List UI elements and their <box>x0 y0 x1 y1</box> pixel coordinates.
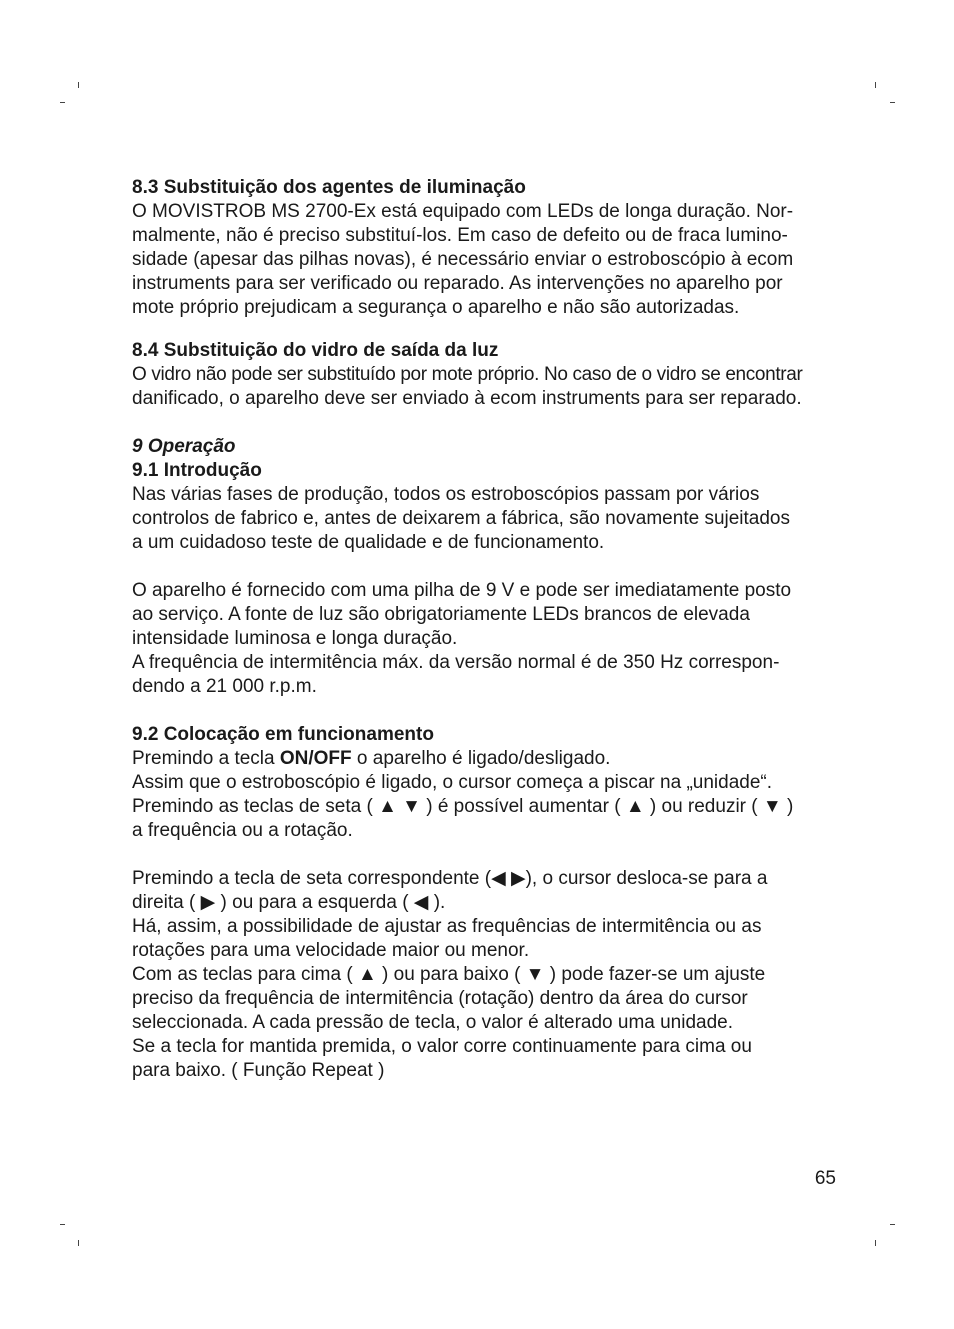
paragraph-8-4 <box>132 363 838 411</box>
heading-8-3: 8.3 Substituição dos agentes de iluminação <box>132 177 526 198</box>
text-line: O MOVISTROB MS 2700-Ex está equipado com LEDs de longa duração. Nor- <box>132 201 794 222</box>
spacer <box>132 699 838 723</box>
text-line: malmente, não é preciso substituí-los. Em caso de defeito ou de fraca lumino- <box>132 225 788 246</box>
spacer <box>132 320 838 339</box>
heading-8-4: 8.4 Substituição do vidro de saída da luz <box>132 340 499 361</box>
text-line: a um cuidadoso teste de qualidade e de funcionamento. <box>132 532 605 553</box>
crop-mark <box>60 1224 65 1225</box>
text-line: controlos de fabrico e, antes de deixarem a fábrica, são novamente sujeitados <box>132 508 790 529</box>
heading-9-1: 9.1 Introdução <box>132 460 262 481</box>
text-line: O vidro não pode ser substituído por mote próprio. No caso de o vidro se encontrar <box>132 364 803 385</box>
chapter-title: 9 Operação <box>132 436 236 457</box>
text-line: Assim que o estroboscópio é ligado, o cursor começa a piscar na „unidade“. <box>132 772 773 793</box>
crop-mark <box>78 82 79 88</box>
crop-mark <box>78 1240 79 1246</box>
text-line: ao serviço. A fonte de luz são obrigatoriamente LEDs brancos de elevada <box>132 604 750 625</box>
text-line: intensidade luminosa e longa duração. <box>132 628 458 649</box>
text-line: rotações para uma velocidade maior ou menor. <box>132 940 530 961</box>
paragraph-9-1-b <box>132 579 838 699</box>
page-content <box>132 176 838 1083</box>
crop-mark <box>875 1240 876 1246</box>
text-line: Premindo a tecla de seta correspondente (◀ ▶), o cursor desloca-se para a <box>132 868 768 889</box>
page-number: 65 <box>814 1168 836 1189</box>
text-line: para baixo. ( Função Repeat ) <box>132 1060 385 1081</box>
text-line: seleccionada. A cada pressão de tecla, o valor é alterado uma unidade. <box>132 1012 734 1033</box>
text-line: dendo a 21 000 r.p.m. <box>132 676 317 697</box>
heading-9-2: 9.2 Colocação em funcionamento <box>132 724 434 745</box>
text-line: Há, assim, a possibilidade de ajustar as frequências de intermitência ou as <box>132 916 762 937</box>
text-run: o aparelho é ligado/desligado. <box>351 748 611 769</box>
text-line: danificado, o aparelho deve ser enviado à ecom instruments para ser reparado. <box>132 388 802 409</box>
text-line <box>132 747 838 771</box>
key-label-on-off: ON/OFF <box>279 748 352 769</box>
text-line: mote próprio prejudicam a segurança o aparelho e não são autorizadas. <box>132 297 740 318</box>
text-line: a frequência ou a rotação. <box>132 820 353 841</box>
crop-mark <box>60 102 65 103</box>
text-run: Premindo a tecla <box>132 748 280 769</box>
text-line: instruments para ser verificado ou reparado. As intervenções no aparelho por <box>132 273 783 294</box>
text-line: Se a tecla for mantida premida, o valor corre continuamente para cima ou <box>132 1036 752 1057</box>
text-line: Premindo as teclas de seta ( ▲ ▼ ) é possível aumentar ( ▲ ) ou reduzir ( ▼ ) <box>132 796 794 817</box>
text-line: Com as teclas para cima ( ▲ ) ou para baixo ( ▼ ) pode fazer-se um ajuste <box>132 964 766 985</box>
crop-mark <box>890 1224 895 1225</box>
spacer <box>132 555 838 579</box>
spacer <box>132 411 838 435</box>
paragraph-9-2-b <box>132 867 838 1083</box>
text-line: Nas várias fases de produção, todos os estroboscópios passam por vários <box>132 484 760 505</box>
paragraph-9-2-a <box>132 747 838 843</box>
crop-mark <box>875 82 876 88</box>
spacer <box>132 843 838 867</box>
paragraph-9-1-a <box>132 483 838 555</box>
paragraph-8-3 <box>132 200 838 320</box>
text-line: direita ( ▶ ) ou para a esquerda ( ◀ ). <box>132 892 446 913</box>
text-line: sidade (apesar das pilhas novas), é necessário enviar o estroboscópio à ecom <box>132 249 794 270</box>
text-line: A frequência de intermitência máx. da versão normal é de 350 Hz correspon- <box>132 652 780 673</box>
text-line: preciso da frequência de intermitência (rotação) dentro da área do cursor <box>132 988 748 1009</box>
crop-mark <box>890 102 895 103</box>
text-line: O aparelho é fornecido com uma pilha de 9 V e pode ser imediatamente posto <box>132 580 792 601</box>
